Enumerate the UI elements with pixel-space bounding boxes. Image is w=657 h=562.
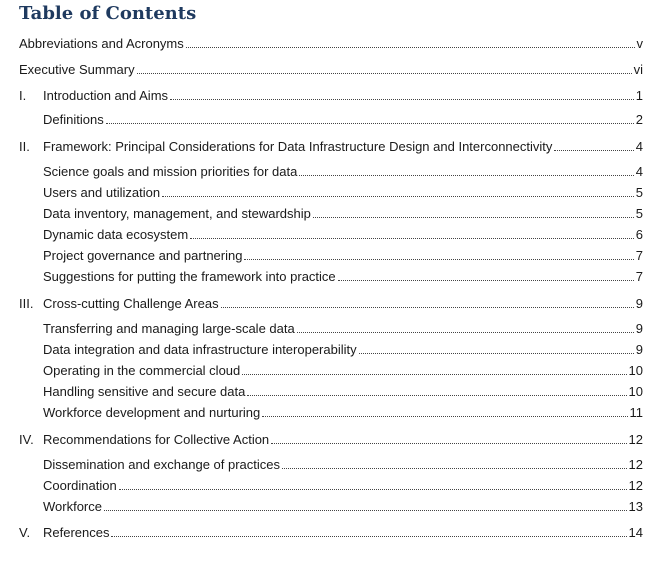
- toc-entry-page-number: 9: [635, 296, 643, 311]
- toc-entry-label: Data integration and data infrastructure interoperability: [43, 342, 357, 357]
- toc-entry[interactable]: [43, 342, 643, 358]
- toc-entry-label: Suggestions for putting the framework into practice: [43, 269, 336, 284]
- toc-entry-label: Data inventory, management, and stewardship: [43, 206, 311, 221]
- toc-entry-page-number: 5: [635, 185, 643, 200]
- toc-entry[interactable]: [19, 88, 643, 104]
- dot-leader: [247, 395, 626, 396]
- toc-entry-page-number: 12: [628, 432, 643, 447]
- toc-entry-label: Framework: Principal Considerations for Data Infrastructure Design and Interconnectivity: [43, 139, 553, 154]
- toc-entry[interactable]: [19, 139, 643, 155]
- dot-leader: [262, 416, 627, 417]
- toc-entry-page-number: 13: [628, 499, 643, 514]
- dot-leader: [282, 468, 627, 469]
- toc-entry-page-number: 4: [635, 164, 643, 179]
- toc-entry-page-number: 2: [635, 112, 643, 127]
- toc-entry-label: Workforce: [43, 499, 102, 514]
- toc-entry-label: Operating in the commercial cloud: [43, 363, 241, 378]
- toc-entry-page-number: 11: [629, 405, 643, 420]
- toc-entry[interactable]: [19, 432, 643, 448]
- toc-entry-number: V.: [19, 525, 31, 540]
- toc-entry-label: Transferring and managing large-scale data: [43, 321, 295, 336]
- dot-leader: [190, 238, 634, 239]
- toc-entry[interactable]: [43, 206, 643, 222]
- toc-entry[interactable]: [43, 248, 643, 264]
- dot-leader: [186, 47, 635, 48]
- toc-entry-label: Handling sensitive and secure data: [43, 384, 246, 399]
- toc-entry-label: Cross-cutting Challenge Areas: [43, 296, 219, 311]
- dot-leader: [170, 99, 634, 100]
- toc-entry[interactable]: [43, 405, 643, 421]
- toc-entry[interactable]: [43, 269, 643, 285]
- toc-entry-page-number: 4: [635, 139, 643, 154]
- toc-entry-number: I.: [19, 88, 27, 103]
- toc-entry-number: II.: [19, 139, 30, 154]
- toc-entry-label: Workforce development and nurturing: [43, 405, 261, 420]
- toc-entry-page-number: 14: [628, 525, 643, 540]
- toc-entry-label: Project governance and partnering: [43, 248, 243, 263]
- dot-leader: [111, 536, 626, 537]
- toc-entry-label: Dissemination and exchange of practices: [43, 457, 281, 472]
- dot-leader: [554, 150, 633, 151]
- toc-entry[interactable]: [19, 296, 643, 312]
- toc-entry-label: Abbreviations and Acronyms: [19, 36, 184, 51]
- toc-entry-page-number: 7: [635, 269, 643, 284]
- dot-leader: [244, 259, 633, 260]
- toc-entry-label: Users and utilization: [43, 185, 161, 200]
- toc-entry[interactable]: [19, 62, 643, 78]
- toc-entry[interactable]: [43, 164, 643, 180]
- toc-entry[interactable]: [43, 384, 643, 400]
- dot-leader: [221, 307, 634, 308]
- toc-entry-page-number: 9: [635, 321, 643, 336]
- toc-entry-label: Science goals and mission priorities for data: [43, 164, 298, 179]
- toc-entry-page-number: 5: [635, 206, 643, 221]
- toc-entry-page-number: 10: [628, 363, 643, 378]
- toc-entry-page-number: 9: [635, 342, 643, 357]
- dot-leader: [299, 175, 633, 176]
- toc-entry-page-number: 12: [628, 478, 643, 493]
- dot-leader: [313, 217, 634, 218]
- toc-entry-label: Coordination: [43, 478, 117, 493]
- toc-entry[interactable]: [19, 525, 643, 541]
- toc-entry-label: Introduction and Aims: [43, 88, 169, 103]
- toc-entry-page-number: 6: [635, 227, 643, 242]
- dot-leader: [162, 196, 634, 197]
- toc-entry-label: Definitions: [43, 112, 104, 127]
- toc-entry[interactable]: [43, 363, 643, 379]
- dot-leader: [338, 280, 634, 281]
- toc-entry[interactable]: [19, 36, 643, 52]
- toc-title: Table of Contents: [19, 3, 197, 24]
- toc-entry-page-number: v: [636, 36, 643, 51]
- toc-entry-number: III.: [19, 296, 34, 311]
- toc-entry-page-number: vi: [633, 62, 643, 77]
- dot-leader: [297, 332, 634, 333]
- toc-entry-number: IV.: [19, 432, 34, 447]
- dot-leader: [271, 443, 626, 444]
- toc-entry-label: Executive Summary: [19, 62, 135, 77]
- toc-entry[interactable]: [43, 499, 643, 515]
- toc-entry-label: Dynamic data ecosystem: [43, 227, 189, 242]
- toc-entry-page-number: 10: [628, 384, 643, 399]
- toc-entry[interactable]: [43, 457, 643, 473]
- toc-entry[interactable]: [43, 478, 643, 494]
- dot-leader: [119, 489, 627, 490]
- dot-leader: [359, 353, 634, 354]
- dot-leader: [104, 510, 627, 511]
- toc-entry-label: References: [43, 525, 110, 540]
- toc-entry[interactable]: [43, 185, 643, 201]
- toc-entry-label: Recommendations for Collective Action: [43, 432, 270, 447]
- toc-entry[interactable]: [43, 227, 643, 243]
- dot-leader: [106, 123, 634, 124]
- toc-entry-page-number: 12: [628, 457, 643, 472]
- toc-entry-page-number: 1: [635, 88, 643, 103]
- toc-entry[interactable]: [43, 112, 643, 128]
- toc-entry[interactable]: [43, 321, 643, 337]
- dot-leader: [137, 73, 632, 74]
- toc-entry-page-number: 7: [635, 248, 643, 263]
- dot-leader: [242, 374, 626, 375]
